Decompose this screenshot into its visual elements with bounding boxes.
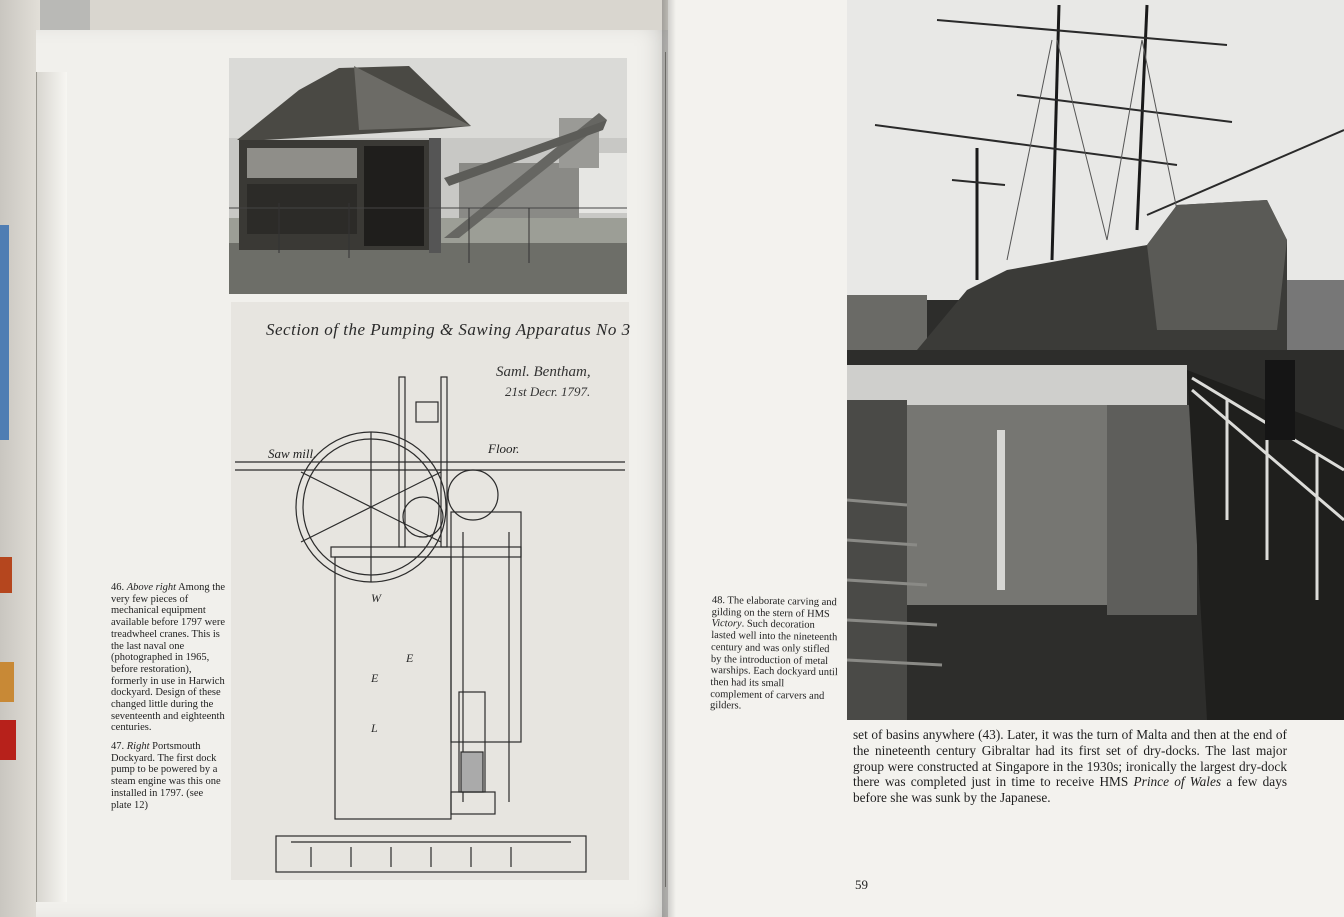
- plate-47-caption: [111, 741, 226, 823]
- left-page-edges: [36, 72, 67, 902]
- caption-text: Among the very few pieces of mechanical equipment available before 1797 were treadwheel cranes. This is the last naval one (photographed in 1965, before restoration), formerly in use in Harwich dockyard. Design of these changed little during the seventeenth and eighteenth centuries.: [111, 582, 226, 734]
- book-edge-background: [0, 0, 40, 917]
- book-gutter-line: [665, 52, 666, 887]
- svg-text:L: L: [371, 721, 378, 735]
- svg-text:E: E: [371, 671, 379, 685]
- caption-lead: Right: [126, 741, 150, 752]
- body-text-part: set of basins anywhere (43). Later, it was the turn of Malta and then at the end of the nineteenth century Gibraltar had its first set of dry-docks. The last major group were constructed at Singapore in the 1930s; ironically the largest dry-dock there was completed just in time to receive HMS: [853, 727, 1287, 790]
- plate-46-caption: [111, 582, 229, 746]
- drawing-signature: Saml. Bentham,: [496, 364, 591, 380]
- drawing-label-saw-mill: Saw mill.: [268, 446, 317, 461]
- body-ship-name: Prince of Wales: [1133, 774, 1222, 790]
- drawing-title: Section of the Pumping & Sawing Apparatus No 3: [266, 320, 631, 339]
- caption-text: The elaborate carving and gilding on the stern of HMS: [711, 595, 837, 620]
- background-blue-object: [0, 225, 9, 440]
- svg-text:E: E: [406, 651, 414, 665]
- treadwheel-crane-photo: [229, 58, 627, 294]
- body-paragraph: [853, 727, 1287, 806]
- caption-number: 46.: [111, 582, 125, 593]
- background-red-object: [0, 720, 16, 760]
- svg-text:W: W: [371, 591, 381, 605]
- caption-ship-name: Victory: [711, 618, 742, 630]
- page-number: 59: [855, 877, 868, 892]
- drawing-label-floor: Floor.: [488, 441, 520, 456]
- plate-48-caption: [710, 595, 840, 726]
- caption-number: 48.: [711, 595, 726, 607]
- body-text-part: a few days before she was sunk by the Japanese.: [853, 774, 1288, 806]
- background-orange-object: [0, 662, 14, 702]
- background-red-object: [0, 557, 12, 593]
- caption-number: 47.: [111, 741, 125, 752]
- drawing-date: 21st Decr. 1797.: [505, 384, 591, 399]
- caption-lead: Above right: [126, 582, 177, 593]
- caption-text: . Such decoration lasted well into the nineteenth century and was only stifled by the introduction of metal warships. Each dockyard until then had its small complement of carvers and gilders.: [709, 618, 838, 712]
- hms-victory-photo: [847, 0, 1344, 720]
- caption-text: Portsmouth Dockyard. The first dock pump to be powered by a steam engine was this one installed in 1797. (see plate 12): [111, 741, 221, 811]
